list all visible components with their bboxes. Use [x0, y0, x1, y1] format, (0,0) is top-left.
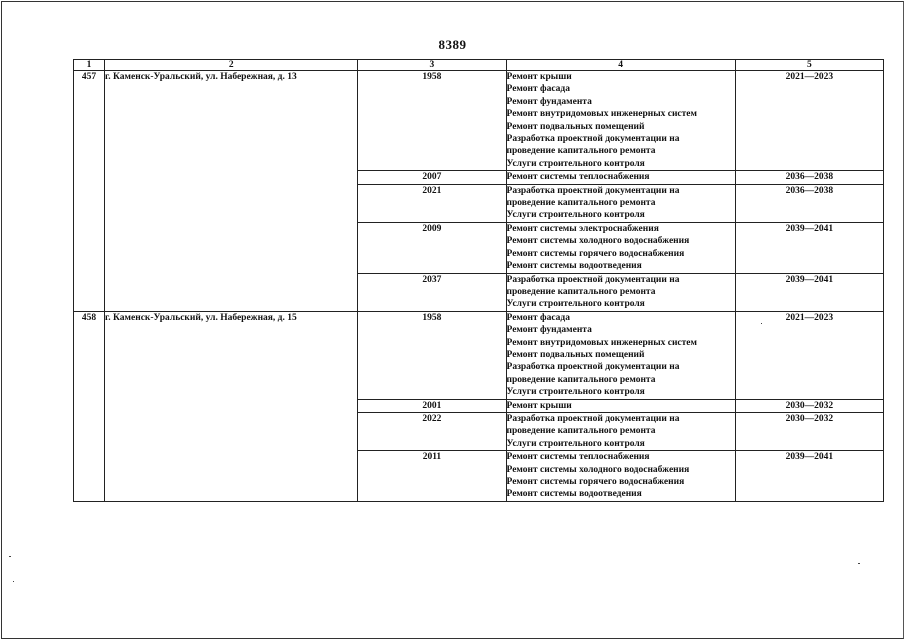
period-cell: 2039—2041 — [735, 222, 883, 273]
work-item: Ремонт системы теплоснабжения — [506, 452, 650, 463]
period-cell: 2021—2023 — [735, 311, 883, 399]
period-cell: 2039—2041 — [735, 451, 883, 502]
column-header-1: 1 — [74, 60, 105, 71]
work-item: Ремонт крыши — [506, 72, 572, 82]
year-cell: 1958 — [358, 71, 506, 171]
work-item: Ремонт фундамента — [506, 325, 592, 336]
work-item: Услуги строительного контроля — [506, 387, 645, 398]
work-item: Услуги строительного контроля — [506, 438, 645, 449]
work-item: Ремонт фундамента — [506, 96, 592, 107]
year-cell: 2001 — [358, 399, 506, 412]
building-address: г. Каменск-Уральский, ул. Набережная, д. 13 — [105, 71, 358, 312]
work-item: Ремонт системы горячего водоснабжения — [506, 248, 685, 259]
column-header-2: 2 — [105, 60, 358, 71]
scan-speck — [13, 581, 14, 582]
work-item: Ремонт крыши — [506, 400, 572, 411]
entry-number: 458 — [74, 311, 105, 501]
works-cell — [506, 71, 735, 171]
year-cell: 2011 — [358, 451, 506, 502]
year-cell: 2037 — [358, 273, 506, 311]
work-item: Ремонт системы водоотведения — [506, 261, 642, 272]
work-item: Ремонт подвальных помещений — [506, 349, 645, 360]
works-cell — [506, 311, 735, 399]
work-item: Ремонт внутридомовых инженерных систем — [506, 337, 697, 348]
work-item: проведение капитального ремонта — [506, 426, 656, 437]
works-cell — [506, 412, 735, 450]
scan-speck — [761, 323, 762, 324]
works-cell — [506, 222, 735, 273]
work-item: Разработка проектной документации на — [506, 362, 680, 373]
year-cell: 2021 — [358, 184, 506, 222]
work-item: Ремонт фасада — [506, 84, 570, 95]
year-cell: 2007 — [358, 171, 506, 184]
column-header-5: 5 — [735, 60, 883, 71]
work-item: проведение капитального ремонта — [506, 374, 656, 385]
work-item: проведение капитального ремонта — [506, 286, 656, 297]
column-number-header-row — [74, 60, 884, 71]
scan-speck — [9, 556, 11, 557]
work-item: Ремонт системы электроснабжения — [506, 223, 659, 234]
period-cell: 2030—2032 — [735, 399, 883, 412]
column-header-3: 3 — [358, 60, 506, 71]
work-item: Ремонт системы водоотведения — [506, 489, 642, 500]
year-cell: 1958 — [358, 311, 506, 399]
work-item: Ремонт системы теплоснабжения — [506, 172, 650, 183]
works-cell — [506, 184, 735, 222]
work-item: Ремонт системы холодного водоснабжения — [506, 236, 690, 247]
work-item: Ремонт подвальных помещений — [506, 121, 645, 132]
period-cell: 2021—2023 — [735, 71, 883, 171]
work-item: Разработка проектной документации на — [506, 413, 680, 424]
work-item: Разработка проектной документации на — [506, 134, 680, 145]
work-item: Разработка проектной документации на — [506, 185, 680, 196]
column-header-4: 4 — [506, 60, 735, 71]
page-number: 8389 — [438, 37, 467, 52]
works-cell — [506, 171, 735, 184]
year-cell: 2009 — [358, 222, 506, 273]
period-cell: 2039—2041 — [735, 273, 883, 311]
period-cell: 2036—2038 — [735, 184, 883, 222]
work-item: Услуги строительного контроля — [506, 299, 645, 310]
works-cell — [506, 451, 735, 502]
scan-speck — [858, 563, 860, 564]
repair-schedule-table — [73, 59, 884, 502]
work-item: Разработка проектной документации на — [506, 274, 680, 285]
year-cell: 2022 — [358, 412, 506, 450]
work-item: Ремонт внутридомовых инженерных систем — [506, 109, 697, 120]
work-item: Ремонт фасада — [506, 312, 570, 323]
period-cell: 2030—2032 — [735, 412, 883, 450]
work-item: Услуги строительного контроля — [506, 158, 645, 169]
table-row — [74, 311, 884, 399]
table-row — [74, 71, 884, 171]
period-cell: 2036—2038 — [735, 171, 883, 184]
works-cell — [506, 399, 735, 412]
table-body — [74, 71, 884, 502]
work-item: Услуги строительного контроля — [506, 210, 645, 221]
work-item: проведение капитального ремонта — [506, 146, 656, 157]
work-item: проведение капитального ремонта — [506, 198, 656, 209]
work-item: Ремонт системы холодного водоснабжения — [506, 464, 690, 475]
building-address: г. Каменск-Уральский, ул. Набережная, д. 15 — [105, 311, 358, 501]
work-item: Ремонт системы горячего водоснабжения — [506, 477, 685, 487]
works-cell — [506, 273, 735, 311]
entry-number: 457 — [74, 71, 105, 312]
